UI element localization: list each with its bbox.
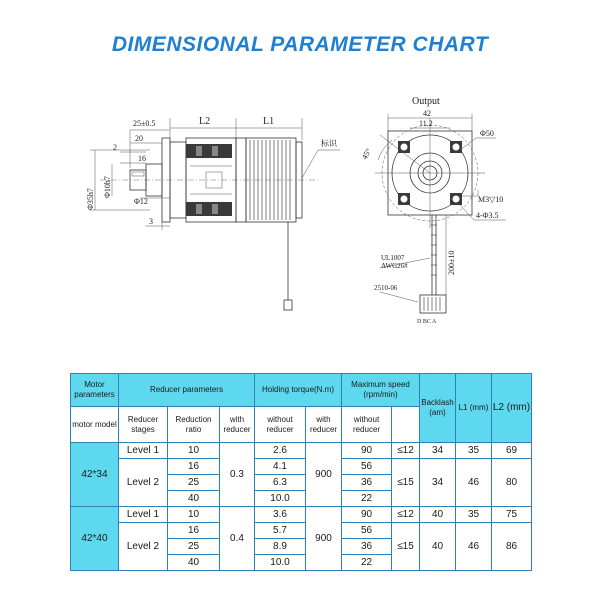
speed-without-cell: 90 — [342, 507, 392, 523]
header-motor-model: motor model — [71, 407, 119, 443]
dim-l1: L1 — [263, 116, 275, 127]
holes-label: 4-Φ3.5 — [476, 211, 499, 220]
ratio-cell: 40 — [168, 491, 220, 507]
speed-without-cell: 36 — [342, 539, 392, 555]
header-speed-with: with reducer — [306, 407, 342, 443]
header-torque-without: without reducer — [255, 407, 306, 443]
dim-35h7: Φ35h7 — [86, 188, 95, 210]
header-l2: L2 (mm) — [492, 374, 532, 443]
torque-without-cell: 6.3 — [255, 475, 306, 491]
header-backlash: Backlash (am) — [420, 374, 456, 443]
ratio-cell: 40 — [168, 555, 220, 571]
table-row — [71, 507, 532, 523]
header-l1: L1 (mm) — [456, 374, 492, 443]
motor-model-cell: 42*40 — [71, 507, 119, 571]
pin-labels: D BC A — [417, 319, 437, 325]
speed-with-cell: 900 — [306, 443, 342, 507]
torque-without-cell: 10.0 — [255, 491, 306, 507]
torque-without-cell: 8.9 — [255, 539, 306, 555]
ratio-cell: 25 — [168, 475, 220, 491]
dim-10h7: Φ10h7 — [103, 176, 112, 198]
ratio-cell: 10 — [168, 507, 220, 523]
output-label: Output — [412, 96, 440, 107]
stage-cell: Level 1 — [119, 507, 168, 523]
tag-label: 标识 — [321, 139, 337, 148]
dim-11-2: 11.2 — [419, 119, 433, 128]
stage-cell: Level 2 — [119, 523, 168, 571]
torque-with-cell: 0.4 — [220, 507, 255, 571]
dim-25: 25±0.5 — [133, 119, 156, 128]
speed-with-cell: 900 — [306, 507, 342, 571]
header-max-speed-line2: (rpm/min) — [363, 390, 398, 399]
speed-without-cell: 90 — [342, 443, 392, 459]
speed-without-cell: 56 — [342, 459, 392, 475]
table-row — [71, 459, 532, 475]
connector-label: 2510-06 — [374, 284, 398, 292]
total-cell: 69 — [492, 443, 532, 459]
l2-cell: 35 — [456, 443, 492, 459]
torque-without-cell: 2.6 — [255, 443, 306, 459]
dim-16: 16 — [138, 154, 146, 163]
torque-without-cell: 4.1 — [255, 459, 306, 475]
total-cell: 80 — [492, 459, 532, 507]
torque-without-cell: 5.7 — [255, 523, 306, 539]
dim-l2: L2 — [199, 116, 211, 127]
total-cell: 86 — [492, 523, 532, 571]
total-cell: 75 — [492, 507, 532, 523]
l1-cell: 40 — [420, 507, 456, 523]
angle-45: 45° — [359, 146, 374, 161]
l2-cell: 46 — [456, 523, 492, 571]
speed-without-cell: 22 — [342, 491, 392, 507]
cable-length: 200±10 — [447, 250, 456, 275]
side-view-drawing — [90, 118, 340, 310]
l1-cell: 40 — [420, 523, 456, 571]
dim-42: 42 — [423, 109, 431, 118]
torque-without-cell: 10.0 — [255, 555, 306, 571]
cable-type-2: AWG26# — [381, 262, 408, 270]
page-title: DIMENSIONAL PARAMETER CHART — [111, 33, 489, 56]
header-motor-params: Motor parameters — [71, 374, 119, 407]
torque-with-cell: 0.3 — [220, 443, 255, 507]
speed-without-cell: 56 — [342, 523, 392, 539]
header-torque-with: with reducer — [220, 407, 255, 443]
backlash-cell: ≤12 — [392, 443, 420, 459]
dim-12: Φ12 — [134, 197, 148, 206]
ratio-cell: 25 — [168, 539, 220, 555]
ratio-cell: 16 — [168, 523, 220, 539]
header-speed-without: without reducer — [342, 407, 392, 443]
backlash-cell: ≤15 — [392, 523, 420, 571]
speed-without-cell: 36 — [342, 475, 392, 491]
l2-cell: 35 — [456, 507, 492, 523]
stage-cell: Level 1 — [119, 443, 168, 459]
dim-50: Φ50 — [480, 129, 494, 138]
ratio-cell: 10 — [168, 443, 220, 459]
header-max-speed — [342, 374, 420, 407]
backlash-cell: ≤12 — [392, 507, 420, 523]
cable-type-1: UL1007 — [381, 254, 405, 262]
speed-without-cell: 22 — [342, 555, 392, 571]
dim-20: 20 — [135, 134, 143, 143]
stage-cell: Level 2 — [119, 459, 168, 507]
table-row — [71, 523, 532, 539]
torque-without-cell: 3.6 — [255, 507, 306, 523]
l1-cell: 34 — [420, 459, 456, 507]
backlash-cell: ≤15 — [392, 459, 420, 507]
header-holding-torque: Holding torque(N.m) — [255, 374, 342, 407]
l1-cell: 34 — [420, 443, 456, 459]
l2-cell: 46 — [456, 459, 492, 507]
ratio-cell: 16 — [168, 459, 220, 475]
dim-3: 3 — [149, 217, 153, 226]
header-reducer-params: Reducer parameters — [119, 374, 255, 407]
dim-2: 2 — [113, 143, 117, 152]
motor-model-cell: 42*34 — [71, 443, 119, 507]
header-reduction-ratio: Reduction ratio — [168, 407, 220, 443]
spec-table — [70, 373, 532, 571]
header-reducer-stages: Reducer stages — [119, 407, 168, 443]
table-row — [71, 443, 532, 459]
header-max-speed-line1: Maximum speed — [351, 380, 410, 389]
thread-label: M3▽10 — [478, 195, 504, 204]
